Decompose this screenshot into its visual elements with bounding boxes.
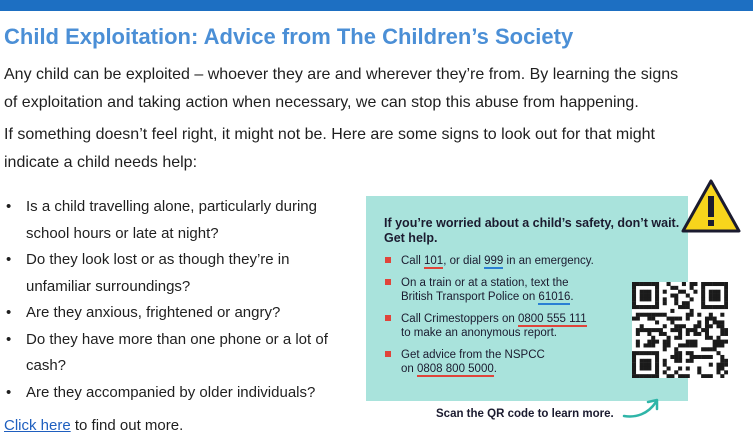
list-item: • Are they accompanied by older individuals? — [0, 380, 355, 407]
text-number: 61016 — [538, 291, 571, 303]
list-item: • Do they look lost or as though they’re in unfamiliar surroundings? — [0, 247, 355, 300]
help-poster — [366, 178, 753, 438]
signs-intro-line-1: If something doesn’t feel right, it might not be. Here are some signs to look out for that might — [4, 126, 655, 143]
intro-line-2: of exploitation and taking action when necessary, we can stop this abuse from happening. — [4, 94, 639, 111]
list-item: • Are they anxious, frightened or angry? — [0, 300, 355, 327]
bullet-icon: • — [6, 383, 12, 401]
scan-caption: Scan the QR code to learn more. — [436, 408, 614, 420]
footer-line — [4, 417, 183, 434]
red-square-icon — [385, 279, 391, 285]
red-square-icon — [385, 351, 391, 357]
bullet-icon: • — [6, 304, 12, 321]
page-title: Child Exploitation: Advice from The Children’s Society — [4, 24, 574, 49]
signs-intro-paragraph — [4, 121, 655, 177]
bullet-icon: • — [6, 198, 12, 215]
arrow-icon — [622, 396, 662, 420]
phone-number: 0800 555 111 — [517, 313, 587, 325]
poster-heading: If you’re worried about a child’s safety, don’t wait. Get help. — [384, 216, 680, 245]
list-item: On a train or at a station, text the British Transport Police on 61016. — [384, 276, 624, 304]
list-item: Call Crimestoppers on 0800 555 111 to make an anonymous report. — [384, 312, 624, 340]
phone-number: 999 — [484, 255, 504, 267]
advice-list — [384, 254, 624, 384]
top-rule — [0, 0, 753, 11]
intro-line-1: Any child can be exploited – whoever they are and wherever they’re from. By learning the signs — [4, 66, 679, 83]
bullet-icon: • — [6, 251, 12, 268]
list-item: Get advice from the NSPCC on 0808 800 5000. — [384, 348, 624, 376]
list-item: • Is a child travelling alone, particularly during school hours or late at night? — [0, 194, 355, 247]
list-item: Call 101, or dial 999 in an emergency. — [384, 254, 624, 268]
red-square-icon — [385, 315, 391, 321]
signs-intro-line-2: indicate a child needs help: — [4, 154, 198, 171]
signs-list — [0, 194, 355, 406]
phone-number: 101 — [424, 255, 444, 267]
intro-paragraph — [4, 61, 678, 117]
red-square-icon — [385, 257, 391, 263]
phone-number: 0808 800 5000 — [417, 363, 494, 375]
warning-icon — [680, 178, 742, 234]
list-item: • Do they have more than one phone or a lot of cash? — [0, 327, 355, 380]
footer-text: to find out more. — [70, 417, 184, 434]
bullet-icon: • — [6, 330, 12, 348]
click-here-link[interactable]: Click here — [4, 417, 71, 434]
qr-code-icon — [632, 282, 728, 378]
